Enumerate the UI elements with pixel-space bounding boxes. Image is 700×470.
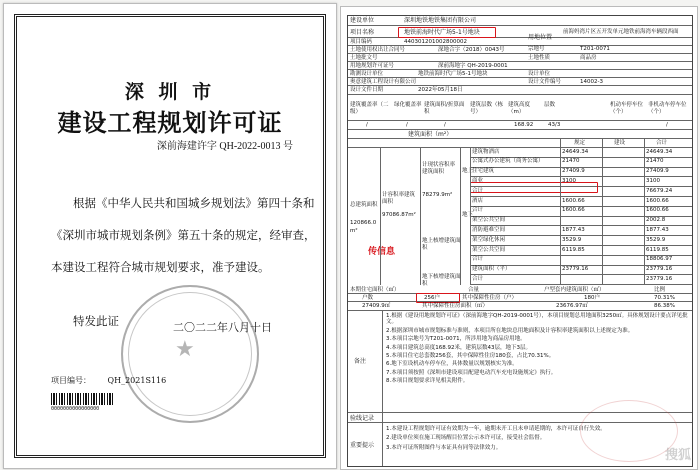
area-subhead-build: 建设	[614, 140, 626, 146]
use-name-cell: 商业	[472, 177, 484, 184]
guarantee-label: 其中保障性住房（户）	[462, 295, 518, 301]
grid-line	[380, 147, 381, 285]
use-spec-cell: 24649.34	[562, 148, 589, 155]
inspection-label: 验线记录	[350, 415, 375, 422]
city-name: 深 圳 市	[124, 81, 216, 103]
official-seal	[121, 285, 259, 423]
survey-value: 地铁前海时代广场5-1号地块	[418, 71, 488, 77]
landnature-label: 土地性质	[528, 55, 551, 61]
design-unit-label: 设计单位	[528, 71, 551, 77]
item-code-label: 项目编号：	[51, 376, 91, 385]
use-total-cell: 6119.85	[646, 246, 669, 253]
landuse-value: 深地合字（2018）0043号	[438, 47, 505, 53]
use-total-cell: 1877.43	[646, 226, 669, 233]
use-total-cell: 3100	[646, 177, 660, 184]
land-plan-label: 用地规划许可证号	[350, 63, 395, 69]
notice-label: 重要提示	[350, 442, 375, 449]
ratio-label: 比例	[654, 287, 666, 293]
indicator-header-10: 非机动车停车位（个）	[648, 102, 687, 115]
use-spec-cell: 3100	[562, 177, 576, 184]
notice-item: 2.建设单位须在施工现场醒目位置公示本许可证，接受社会监督。	[386, 435, 546, 442]
indicator-header-2: 绿化覆盖率	[394, 102, 422, 108]
remarks-label: 备注	[354, 358, 367, 365]
indicator-header-9: 机动车停车位（个）	[610, 102, 644, 115]
design-file-label: 设计文件编号	[528, 79, 562, 85]
project-code-value: 440301201002800002	[404, 39, 467, 45]
use-spec-cell: 1877.43	[562, 226, 585, 233]
total-area-unit: m²	[350, 228, 358, 234]
use-name-cell: 消防避难空间	[472, 226, 506, 233]
indicator-header-5: 建筑高度（m）	[508, 102, 531, 115]
remark-item: 3.本项目宗地号为T201-0071，所涉用地为商品房用地。	[386, 336, 526, 343]
certificate-body-text: 根据《中华人民共和国城乡规划法》第四十条和《深圳市城市规划条例》第五十条的规定，经审查，本建设工程符合城市规划要求，准予建设。	[51, 196, 316, 274]
remark-item: 6.地下室设机动车停车位，具体数量以规划核实为准。	[386, 361, 518, 368]
remark-item: 8.本项目规划要求详见相关附件。	[386, 378, 469, 385]
area-subhead-spec: 规定	[574, 140, 586, 146]
use-name-cell: 建筑面积（平）	[472, 266, 511, 273]
remark-item: 4.本项目建筑总高度168.92米，建筑层数43层，地下3层。	[386, 344, 531, 351]
use-total-cell: 23779.16	[646, 275, 673, 282]
indicator-header-6: 层数	[544, 102, 556, 108]
star-icon: ★	[175, 337, 195, 362]
guarantee-area-value: 23676.97㎡	[556, 303, 588, 309]
use-name-cell: 住宅建筑	[472, 168, 495, 175]
survey-label: 勘测设计单位	[350, 71, 384, 77]
indicator-value-1: /	[366, 122, 368, 128]
guarantee-area-label: 其中保障性住房面积（㎡）	[422, 303, 489, 309]
use-spec-cell: 1600.66	[562, 197, 585, 204]
households-label: 户数	[362, 295, 374, 301]
indicator-value-10: /	[666, 122, 668, 128]
parcel-label: 宗地号	[528, 46, 545, 52]
remarks-list	[386, 313, 688, 387]
use-name-cell: 合计	[472, 275, 484, 282]
design-unit-value: 奥意建筑工程设计有限公司	[350, 79, 417, 85]
remark-item: 7.本项目须按照《深圳市建设项目配建电动汽车充电设施规定》执行。	[386, 369, 557, 376]
use-name-cell: 建筑物酒店	[472, 148, 500, 155]
notice-item: 1.本建设工程规划许可证有效期为一年，逾期未开工且未申请延期的，本许可证自行失效。	[386, 426, 606, 432]
parcel-value: T201-0071	[580, 46, 610, 52]
above-ground-label: 地上	[462, 168, 474, 174]
indicator-header-4: 建筑层数（栋号）	[470, 102, 504, 115]
use-total-cell: 21470	[646, 158, 664, 165]
use-total-cell: 24649.34	[646, 148, 673, 155]
unit-area-label: 户型套内建筑面积（㎡）	[544, 287, 605, 293]
design-date-value: 2022年05月18日	[418, 87, 463, 93]
area-header: 建筑面积（m²）	[408, 131, 453, 138]
use-total-cell: 27409.9	[646, 168, 669, 175]
use-name-cell: 公寓式办公建筑（商务公寓）	[472, 158, 544, 165]
grid-line	[560, 138, 561, 285]
summary-total-label: 合量	[468, 287, 480, 293]
project-label: 项目名称	[350, 29, 375, 36]
certification-line: 特发此证	[73, 314, 119, 328]
use-spec-cell: 21470	[562, 158, 580, 165]
details-grid	[347, 15, 693, 467]
households-value: 256户	[424, 295, 440, 301]
certificate-border	[14, 14, 326, 458]
design-file-value: 14002-3	[580, 79, 603, 85]
indicator-value-5: 168.92	[514, 122, 534, 128]
total-area-label: 总建筑面积	[350, 202, 378, 208]
use-spec-cell: 23779.16	[562, 266, 589, 273]
period-label: 本期住宅面积（㎡）	[350, 287, 400, 293]
use-total-cell: 2002.8	[646, 217, 666, 224]
use-spec-cell: 6119.85	[562, 246, 585, 253]
location-value: 前海妈湾片区五开发单元地铁前海湾车辆段西面	[563, 29, 679, 35]
total-area-value: 120866.0	[350, 220, 377, 226]
far-area-label: 计容积率建筑面积	[382, 192, 416, 205]
landuse-label: 土地使用权出让合同号	[350, 47, 406, 53]
remark-item: 5.本项目住宅总套数256套，其中保障性住房180套，占比70.31%。	[386, 353, 555, 360]
use-name-cell: 合计	[472, 187, 484, 194]
use-total-cell: 76679.24	[646, 187, 673, 194]
use-name-cell: 架空公共空间	[472, 217, 506, 224]
use-total-cell: 3529.9	[646, 236, 666, 243]
residential-area-value: 27409.9㎡	[362, 303, 391, 309]
remark-item: 2.根据深圳市城市规划标准与准则，本项目所在地块总用地面积及计容积率建筑面积以上述规定为准。	[386, 327, 634, 334]
project-value: 地铁前海时代广场5-1号地块	[404, 29, 480, 36]
ratio-value: 70.31%	[654, 295, 675, 301]
design-date-label: 设计文件日期	[350, 87, 384, 93]
grounds-area-value: 78279.9m²	[422, 192, 453, 198]
landsource-label: 土地批文号	[350, 55, 378, 61]
unit-value: 深圳地铁地铁集团有限公司	[404, 17, 477, 24]
indicator-header-3: 建筑面积/折算面积	[424, 102, 465, 115]
indicator-value-2: /	[406, 122, 408, 128]
use-name-cell: 合计	[472, 256, 484, 263]
use-name-cell: 酒店	[472, 197, 484, 204]
use-total-cell: 1600.66	[646, 207, 669, 214]
below-ground-label: 地下	[462, 212, 474, 218]
permit-certificate-page	[3, 3, 337, 469]
official-seal-red	[580, 400, 678, 462]
location-label: 用地位置	[528, 34, 553, 41]
use-name-cell: 合计	[472, 207, 484, 214]
use-total-cell: 23779.16	[646, 266, 673, 273]
area-subhead-total: 合计	[656, 140, 668, 146]
grounds-area-label: 计现状容积率建筑面积	[422, 162, 456, 175]
remark-item: 1.根据《建设用地规划许可证》（深前海地字QH-2019-0001号），本项目规划总用地面积3250㎡。具体规划设计要点详见批文。	[386, 313, 688, 326]
use-name-cell: 架空公共空间	[472, 246, 506, 253]
indicator-value-6: 43/3	[548, 122, 561, 128]
certificate-title: 建设工程规划许可证	[57, 108, 283, 137]
landnature-value: 商品房	[580, 55, 597, 61]
indicator-header-1: 建筑覆盖率（二级）	[350, 102, 389, 115]
project-code-label: 项目编码	[350, 39, 373, 45]
barcode-number: 0000000000000000	[51, 406, 100, 412]
grid-line	[470, 147, 471, 285]
watermark: 搜狐	[664, 448, 691, 463]
item-code	[51, 375, 166, 386]
use-name-cell: 架空绿化休闲	[472, 236, 506, 243]
use-total-cell: 18806.97	[646, 256, 673, 263]
indicator-value-3: /	[444, 122, 446, 128]
permit-details-form-page	[340, 6, 698, 470]
use-spec-cell: 27409.9	[562, 168, 585, 175]
far-area-value: 97086.87m²	[382, 212, 416, 218]
land-plan-value: 深前海地字 QH-2019-0001	[438, 63, 508, 69]
barcode	[51, 393, 113, 405]
grid-line	[644, 138, 645, 285]
underground-added-label: 地下核增建筑面积	[422, 274, 461, 287]
red-overlay-text: 传信息	[368, 247, 396, 257]
highlight-residential-row	[470, 182, 598, 193]
use-total-cell: 1600.66	[646, 197, 669, 204]
ratio2-value: 86.38%	[654, 303, 675, 309]
unit-label: 建设单位	[350, 17, 375, 24]
item-code-value: QH_2021S116	[107, 376, 167, 385]
grid-line	[460, 147, 461, 285]
notice-item: 3.本许可证所附图件与本证具有同等法律效力。	[386, 444, 502, 451]
use-spec-cell: 1600.66	[562, 207, 585, 214]
grid-line	[602, 138, 603, 285]
grid-line	[382, 310, 383, 466]
guarantee-value: 180户	[584, 295, 600, 301]
issue-date: 二〇二二年八月十日	[173, 321, 272, 334]
permit-number: 深前海建许字 QH-2022-0013 号	[156, 141, 293, 152]
use-spec-cell: 3529.9	[562, 236, 582, 243]
grid-line	[420, 147, 421, 285]
aboveground-added-label: 地上核增建筑面积	[422, 238, 461, 251]
